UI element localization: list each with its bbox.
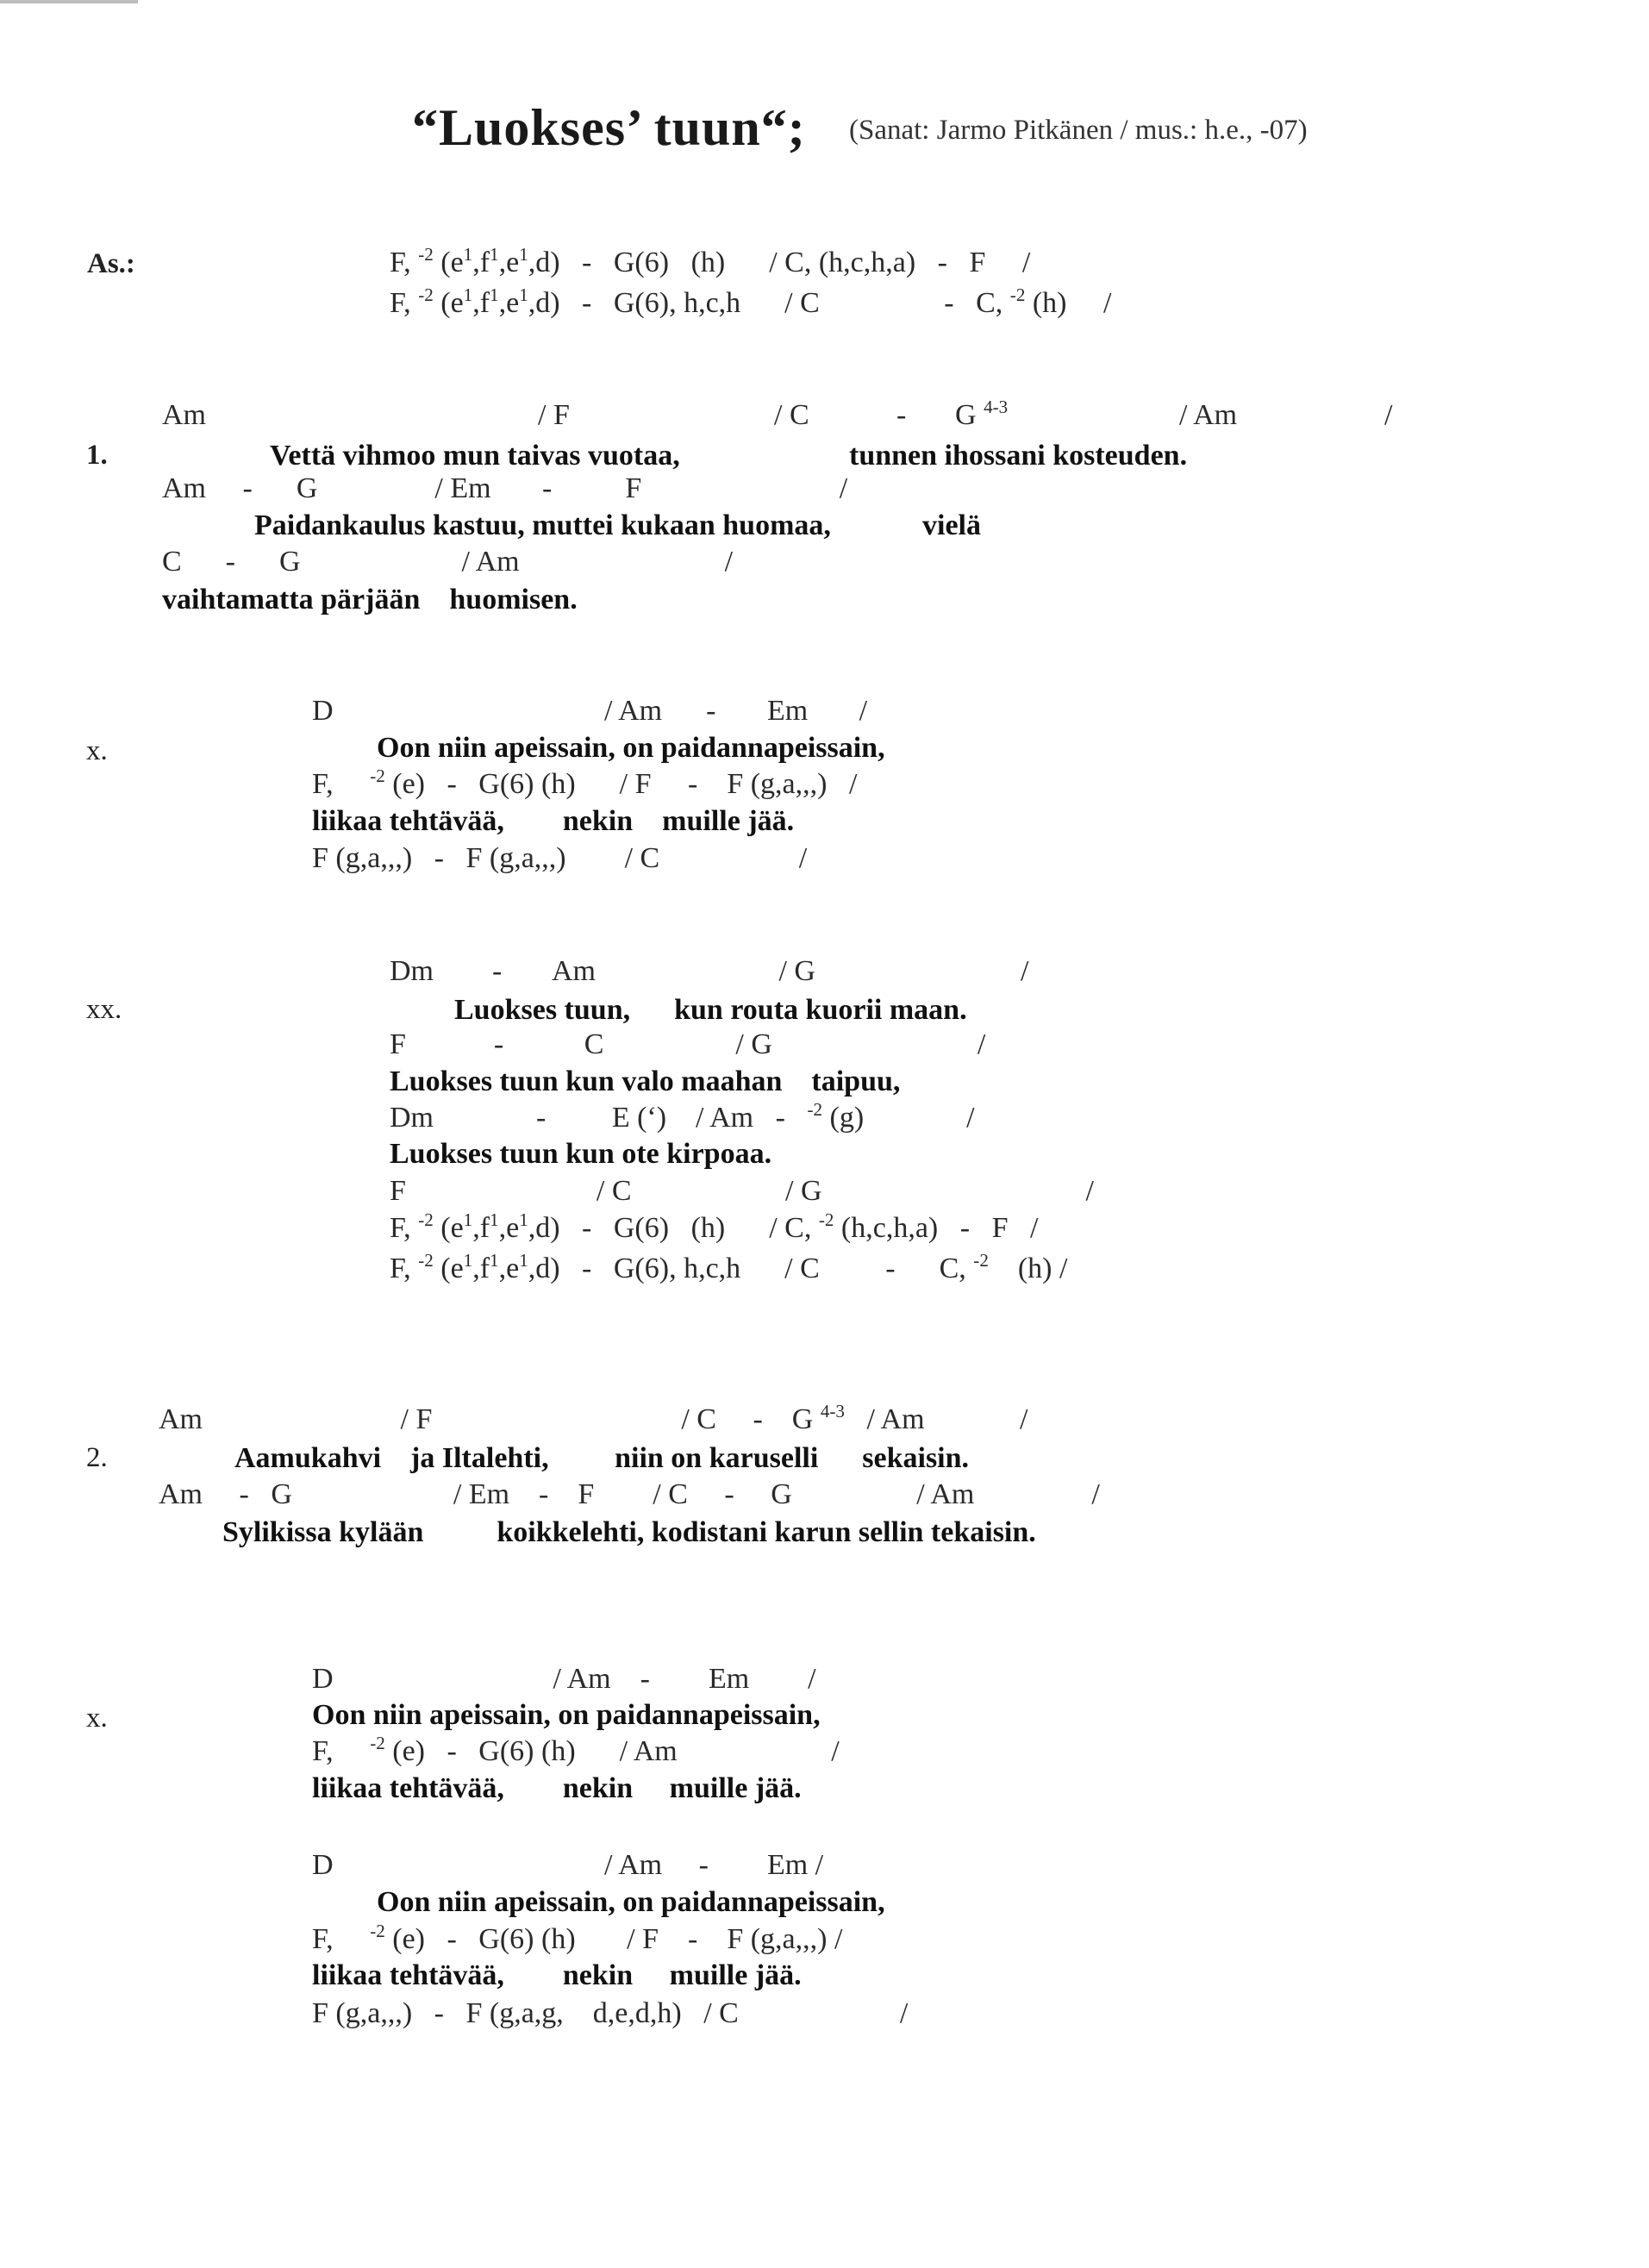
chord-line: F, $^{-2}$ (e) - G(6) (h) / F - F (g,a,,,) / [312, 765, 858, 800]
chord-line: Dm - Am / G / [390, 955, 1029, 987]
section-label: x. [86, 1703, 108, 1734]
chord-line: D / Am - Em / [312, 1663, 816, 1695]
lyric-line: Oon niin apeissain, on paidannapeissain, [312, 1699, 821, 1731]
lyric-line: liikaa tehtävää, nekin muille jää. [312, 1772, 802, 1804]
chord-line: D / Am - Em / [312, 1849, 824, 1881]
chord-line: Am - G / Em - F / C - G / Am / [159, 1478, 1100, 1510]
lyric-line: tunnen ihossani kosteuden. [849, 440, 1188, 472]
lyric-line: liikaa tehtävää, nekin muille jää. [312, 1959, 802, 1991]
chord-line: F / C / G / [390, 1175, 1094, 1207]
chord-line: F, $^{-2}$ $(e^1,f^1,e^1,d) - G(6)$ (h) / C, $^{-2}$ (h,c,h,a) - F / [390, 1209, 1039, 1244]
section-label: x. [86, 735, 108, 766]
chord-line: - [896, 399, 907, 431]
song-title: “Luokses’ tuun“; [412, 99, 806, 156]
chord-line: G $^{4-3}$ [955, 396, 1009, 431]
chord-line: F (g,a,,,) - F (g,a,g, d,e,d,h) / C / [312, 1997, 909, 2029]
chord-line: C - G / Am / [162, 546, 734, 578]
section-label: 1. [86, 440, 108, 471]
chord-line: F - C / G / [390, 1028, 986, 1060]
chord-line: F, $^{-2}$ $(e^1,f^1,e^1,d) - G(6)$ (h) / C, (h,c,h,a) - F / [390, 243, 1031, 278]
lyric-line: vaihtamatta pärjään huomisen. [162, 584, 578, 615]
chord-line: Am / F / C - G $^{4-3}$ / Am / [159, 1400, 1028, 1435]
section-label: 2. [86, 1442, 108, 1473]
chord-line: / Am [1179, 399, 1238, 431]
lyric-line: Luokses tuun, kun routa kuorii maan. [454, 994, 967, 1026]
lyric-line: vielä [922, 509, 981, 541]
lyric-line: liikaa tehtävää, nekin muille jää. [312, 805, 795, 837]
song-credits: (Sanat: Jarmo Pitkänen / mus.: h.e., -07) [849, 115, 1308, 146]
chord-line: / C [774, 399, 809, 431]
chord-line: Am - G / Em - F / [162, 472, 848, 504]
chord-line: / F [538, 399, 570, 431]
chord-line: F, $^{-2}$ (e) - G(6) (h) / F - F (g,a,,,) / [312, 1920, 843, 1955]
lyric-line: Sylikissa kylään koikkelehti, kodistani karun sellin tekaisin. [222, 1516, 1036, 1548]
chord-line: F, $^{-2}$ $(e^1,f^1,e^1,d) - G(6)$, h,c,h / C - C, $^{-2}$ (h) / [390, 284, 1112, 319]
lyric-line: Vettä vihmoo mun taivas vuotaa, [270, 440, 680, 472]
chord-line: F, $^{-2}$ (e) - G(6) (h) / Am / [312, 1732, 840, 1767]
scan-edge [0, 0, 138, 3]
chord-line: D / Am - Em / [312, 695, 868, 727]
lyric-line: Luokses tuun kun valo maahan taipuu, [390, 1065, 901, 1097]
section-label: As.: [87, 248, 135, 279]
chord-line: Dm - E (‘) / Am - $^{-2}$ (g) / [390, 1098, 975, 1134]
lyric-line: Oon niin apeissain, on paidannapeissain, [377, 1886, 885, 1918]
lyric-line: Oon niin apeissain, on paidannapeissain, [377, 732, 885, 764]
chord-line: F (g,a,,,) - F (g,a,,,) / C / [312, 842, 808, 874]
lyric-line: Aamukahvi ja Iltalehti, niin on karuselli sekaisin. [234, 1442, 970, 1474]
lyric-line: Luokses tuun kun ote kirpoaa. [390, 1138, 772, 1170]
chord-line: Am [162, 399, 206, 431]
section-label: xx. [86, 994, 122, 1025]
chord-line: / [1384, 399, 1393, 431]
lyric-line: Paidankaulus kastuu, muttei kukaan huomaa, [254, 509, 831, 541]
chord-line: F, $^{-2}$ $(e^1,f^1,e^1,d) - G(6)$, h,c,h / C - C, $^{-2}$ (h) / [390, 1249, 1068, 1284]
